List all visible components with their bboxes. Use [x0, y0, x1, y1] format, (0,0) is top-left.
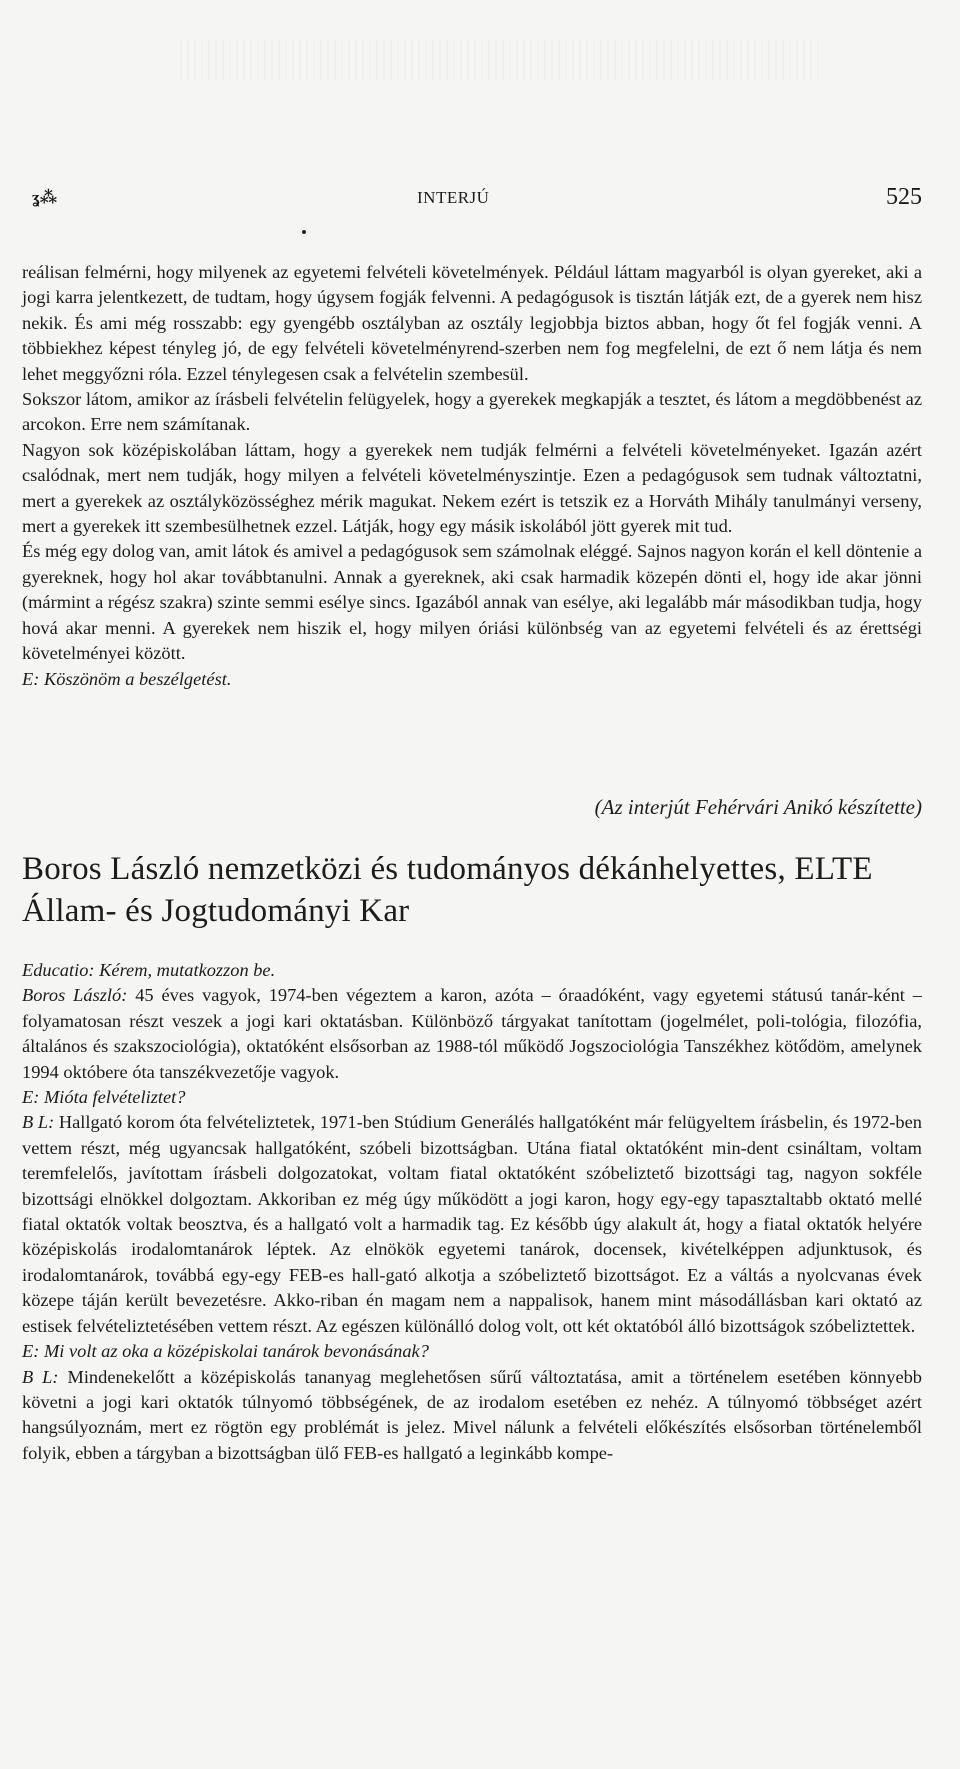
scan-artifact — [180, 40, 820, 80]
answer — [22, 1110, 922, 1339]
question — [22, 1339, 922, 1364]
running-head — [32, 186, 922, 216]
paragraph: Nagyon sok középiskolában láttam, hogy a gyerekek nem tudják felmérni a felvételi követelményeket. Igazán azért csalódnak, mert nem tudják, hogy milyen a felvételi követelményszintje. Ezen a pedagógusok sem tudnak változtatni, mert a gyerekek az osztályközösséghez mérik magukat. Nekem ezért is tetszik ez a Horváth Mihály tanulmányi verseny, mert a gyerekek itt szembesülhetnek ezzel. Látják, hogy egy másik iskolából jött gyerek mit tud. — [22, 439, 922, 537]
speaker-label: Educatio: — [22, 960, 95, 980]
section-heading — [22, 848, 922, 932]
speaker-label: E: — [22, 1341, 40, 1362]
interview-body — [22, 958, 922, 1466]
closing-line: E: Köszönöm a beszélgetést. — [22, 668, 232, 689]
answer-text: Mindenekelőtt a középiskolás tananyag meglehetősen sűrű változtatása, amit a történelem esetében könnyebb követni a jogi kari oktatók túlnyomó többségének, de az irodalom esetében ez nehéz. A túlnyomó többséget azért hangsúlyoznám, mert ez rögtön egy problémát is jelez. Mivel nálunk a felvételi előkészítés elsősorban történelemből folyik, ebben a tárgyban a bizottságban ülő FEB-es hallgató a leginkább kompe- — [22, 1366, 923, 1463]
speaker-label: E: — [22, 1087, 40, 1108]
question — [22, 1085, 922, 1110]
header-ornament: ʓ⁂ — [32, 188, 58, 207]
answer-text: Hallgató korom óta felvételiztetek, 1971-ben Stúdium Generálés hallgatóként már felügyeltem írásbelin, és 1972-ben vettem részt, még ugyancsak hallgatóként, szóbeli bizottságban. Utána fiatal oktatóként min-dent csináltam, voltam teremfelelős, javítottam írásbeli dolgozatokat, voltam fiatal oktatóként szóbeliztető bizottsági tag, nagyon sokféle bizottsági elnökkel dolgoztam. Akkoriban ez még úgy működött a jogi karon, hogy egy-egy tapasztaltabb oktató mellé fiatal oktatók voltak beosztva, és a hallgató volt a harmadik tag. Ez később úgy alakult át, hogy a fiatal oktatók helyére középiskolás irodalomtanárok léptek. Az elnökök egyetemi tanárok, docensek, kivételképpen adjunktusok, és irodalomtanárok, továbbá egy-egy FEB-es hall-gató alkotja a szóbeliztető bizottságot. Ez a váltás a nyolcvanas évek közepe táján került bevezetésre. Akko-riban én magam nem a nappalisok, hanem mint másodállásban kari oktató az estisek felvételiztetésében vettem részt. Az egészen különálló dolog volt, ott két oktatóból álló bizottságok szóbeliztettek. — [22, 1112, 922, 1336]
answer — [22, 983, 922, 1085]
page-number: 525 — [886, 184, 922, 210]
question-text: Mióta felvételiztet? — [43, 1087, 186, 1108]
running-title: INTERJÚ — [417, 188, 490, 207]
question — [22, 958, 922, 983]
question-text: Mi volt az oka a középiskolai tanárok bevonásának? — [43, 1341, 429, 1362]
answer-text: 45 éves vagyok, 1974-ben végeztem a karon, azóta – óraadóként, vagy egyetemi státusú tanár-ként – folyamatosan részt veszek a jogi kari oktatásban. Különböző tárgyakat tanítottam (jogelmélet, poli-tológia, filozófia, általános és szakszociológia), oktatóként elsősorban az 1988-tól működő Jogszociológia Tanszékhez kötődöm, amelynek 1994 októbere óta tanszékvezetője vagyok. — [22, 985, 922, 1082]
speaker-label: B L: — [22, 1366, 59, 1387]
paragraph: És még egy dolog van, amit látok és amivel a pedagógusok sem számolnak eléggé. Sajnos nagyon korán el kell döntenie a gyereknek, hogy hol akar továbbtanulni. Annak a gyereknek, aki csak harmadik közepén dönti el, hogy ide akar jönni (mármint a régész szakra) szinte semmi esélye sincs. Igazából annak van esélye, aki legalább már másodikban tudja, hogy hová akar menni. A gyerekek nem hiszik el, hogy milyen óriási különbség van az egyetemi felvételi és az érettségi követelményei között. — [22, 541, 922, 664]
speaker-label: B L: — [22, 1112, 55, 1133]
paragraph: Sokszor látom, amikor az írásbeli felvételin felügyelek, hogy a gyerekek megkapják a tesztet, és látom a megdöbbenést az arcokon. Erre nem számítanak. — [22, 389, 922, 435]
question-text: Kérem, mutatkozzon be. — [99, 960, 276, 980]
header-dot — [302, 230, 306, 234]
paragraph: reálisan felmérni, hogy milyenek az egyetemi felvételi követelmények. Például láttam magyarból is olyan gyereket, aki a jogi karra jelentkezett, de tudtam, hogy úgysem fogják felvenni. A pedagógusok is tisztán látják ezt, de a gyerek nem hisz nekik. És ami még rosszabb: egy gyengébb osztályban az osztály legjobbja biztos abban, hogy őt fel fogják venni. A többiekhez képest tényleg jó, de egy felvételi követelményrend-szerben nem fog megfelelni, de ezt ő nem látja és nem lehet meggyőzni róla. Ezzel ténylegesen csak a felvételin szembesül. — [22, 262, 922, 384]
section-title-line2: Állam- és Jogtudományi Kar — [22, 893, 410, 929]
answer — [22, 1365, 922, 1467]
article-body — [22, 260, 922, 692]
speaker-label: Boros László: — [22, 985, 128, 1006]
section-title-line1: Boros László nemzetközi és tudományos dékánhelyettes, ELTE — [22, 851, 873, 887]
interview-credit: (Az interjút Fehérvári Anikó készítette) — [594, 795, 922, 819]
